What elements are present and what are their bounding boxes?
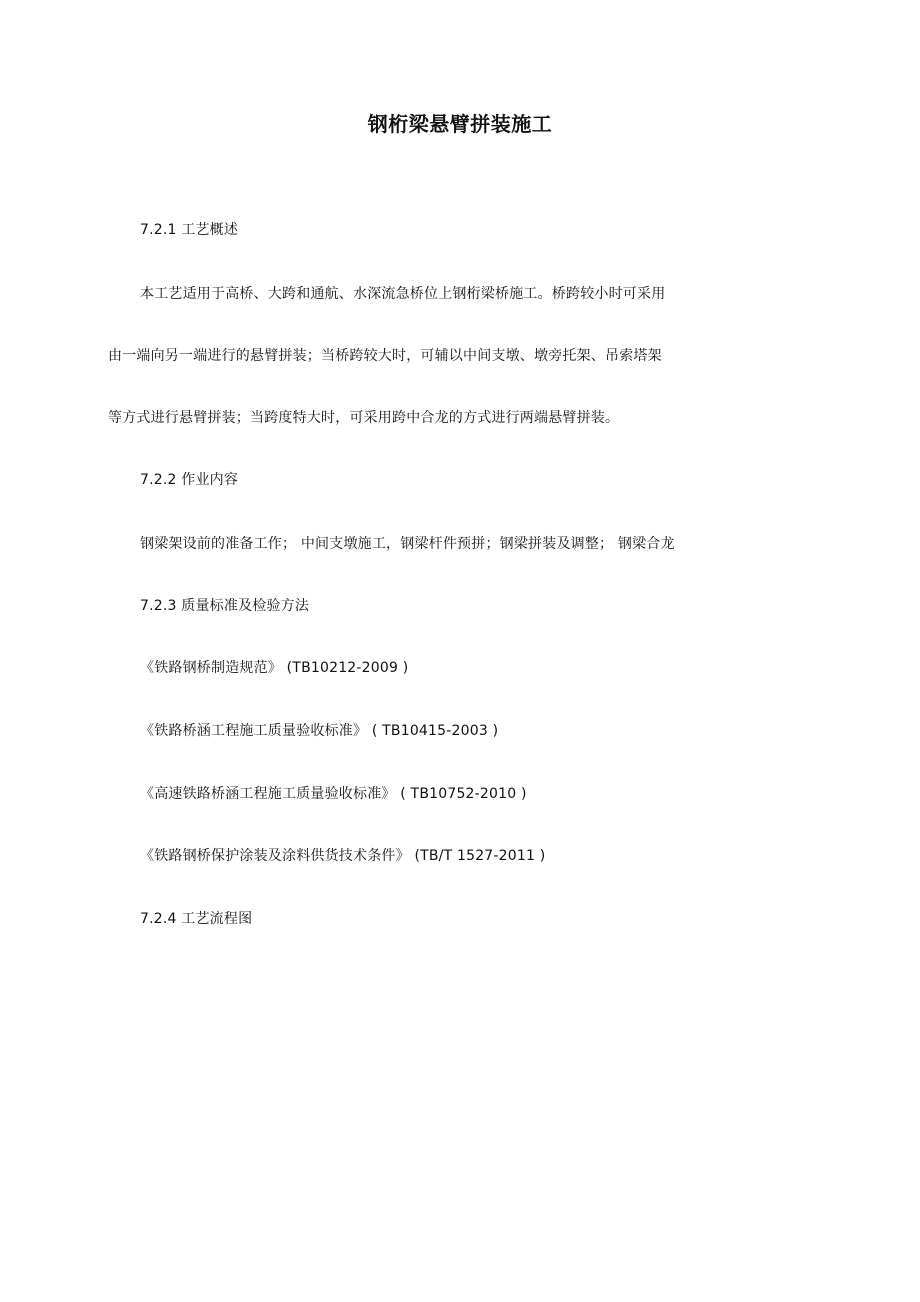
paragraph-line: 钢梁架设前的准备工作； 中间支墩施工，钢梁杆件预拼；钢梁拼装及调整； 钢梁合龙 <box>140 536 675 552</box>
reference-item: 《铁路桥涵工程施工质量验收标准》 ( TB10415-2003 ) <box>140 723 499 739</box>
document-title: 钢桁梁悬臂拼装施工 <box>367 112 553 136</box>
paragraph-line: 等方式进行悬臂拼装；当跨度特大时，可采用跨中合龙的方式进行两端悬臂拼装。 <box>108 410 620 426</box>
section-heading-7-2-3: 7.2.3 质量标准及检验方法 <box>140 598 310 614</box>
paragraph-line: 本工艺适用于高桥、大跨和通航、水深流急桥位上钢桁梁桥施工。桥跨较小时可采用 <box>140 286 666 302</box>
section-heading-7-2-2: 7.2.2 作业内容 <box>140 472 239 488</box>
paragraph-line: 由一端向另一端进行的悬臂拼装；当桥跨较大时，可辅以中间支墩、墩旁托架、吊索塔架 <box>108 348 662 364</box>
reference-item: 《铁路钢桥保护涂装及涂料供货技术条件》 (TB/T 1527-2011 ) <box>140 848 546 864</box>
reference-item: 《高速铁路桥涵工程施工质量验收标准》 ( TB10752-2010 ) <box>140 786 527 802</box>
section-heading-7-2-1: 7.2.1 工艺概述 <box>140 222 239 238</box>
reference-item: 《铁路钢桥制造规范》 (TB10212-2009 ) <box>140 660 409 676</box>
section-heading-7-2-4: 7.2.4 工艺流程图 <box>140 911 253 927</box>
